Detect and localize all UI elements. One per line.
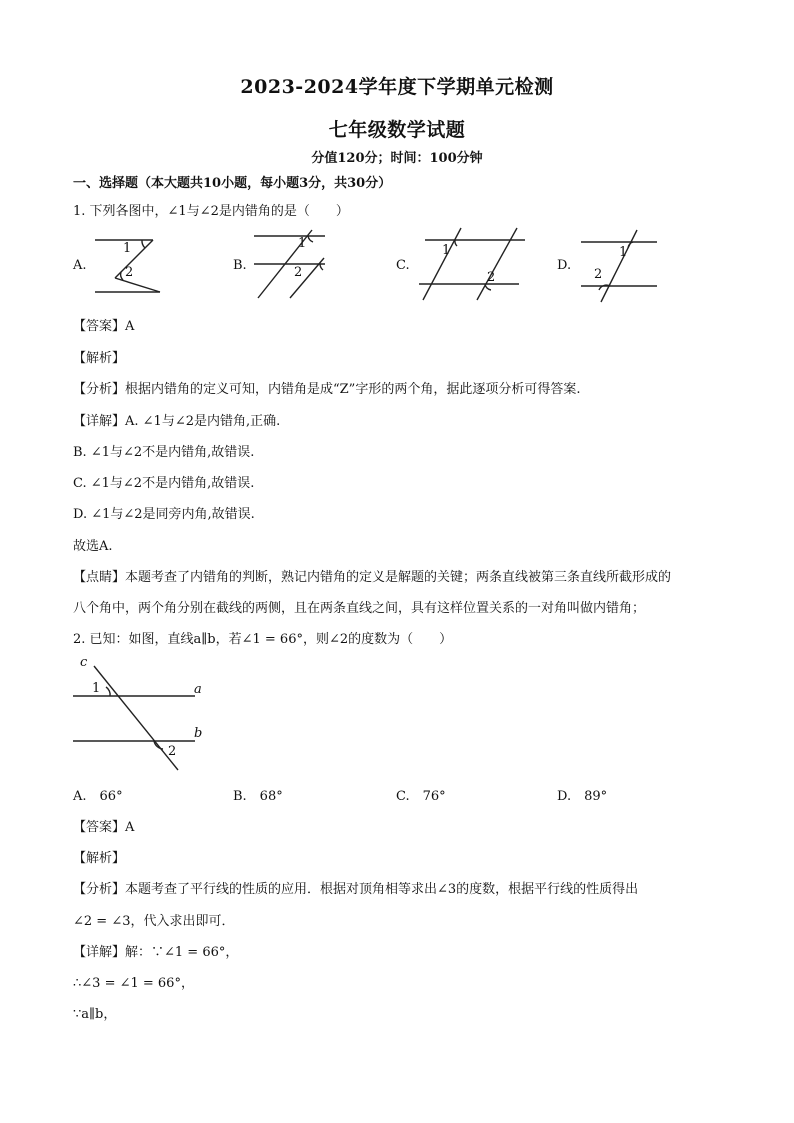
q1-option-c-label: C. [396, 258, 410, 273]
q1-d-angle-1: 1 [619, 245, 628, 260]
q1-option-b-label: B. [233, 258, 247, 273]
q1-b-angle-2: 2 [294, 265, 303, 280]
q2-option-d: D. 89° [557, 789, 608, 804]
q2-analysis-line-2: ∠2 = ∠3，代入求出即可． [73, 914, 235, 929]
q1-figure-d [577, 228, 662, 304]
q1-detail-a: 【详解】A. ∠1与∠2是内错角,正确. [73, 414, 281, 429]
q1-analysis: 【分析】根据内错角的定义可知，内错角是成“Z”字形的两个角，据此逐项分析可得答案. [73, 382, 581, 397]
q2-detail-line-2: ∴∠3 = ∠1 = 66°， [73, 976, 194, 991]
q2-label-b: b [194, 726, 203, 741]
q1-a-angle-2: 2 [125, 265, 134, 280]
q2-detail-line-3: ∵a∥b， [73, 1007, 117, 1022]
section-heading: 一、选择题（本大题共10小题，每小题3分，共30分） [73, 176, 392, 191]
q1-stem: 1. 下列各图中，∠1与∠2是内错角的是（ ） [73, 204, 349, 219]
q1-detail-c: C. ∠1与∠2不是内错角,故错误. [73, 476, 255, 491]
q2-figure [70, 650, 220, 775]
q2-label-c: c [80, 655, 88, 670]
q1-figure-b [250, 228, 335, 300]
q2-analysis-title: 【解析】 [73, 851, 126, 866]
q2-option-b: B. 68° [233, 789, 283, 804]
q1-comment-line-2: 八个角中，两个角分别在截线的两侧，且在两条直线之间，具有这样位置关系的一对角叫做内错角； [73, 601, 646, 616]
q1-detail-d: D. ∠1与∠2是同旁内角,故错误. [73, 507, 255, 522]
q2-angle-2: 2 [168, 744, 177, 759]
q1-detail-b: B. ∠1与∠2不是内错角,故错误. [73, 445, 255, 460]
q2-angle-1: 1 [92, 681, 101, 696]
q1-c-angle-2: 2 [487, 270, 496, 285]
q1-comment-line-1: 【点睛】本题考查了内错角的判断，熟记内错角的定义是解题的关键；两条直线被第三条直线所截形成的 [73, 570, 672, 585]
q1-analysis-title: 【解析】 [73, 351, 126, 366]
q1-answer: 【答案】A [73, 319, 135, 334]
q1-figure-c [415, 226, 530, 304]
q1-option-a-label: A. [73, 258, 87, 273]
exam-title: 2023-2024学年度下学期单元检测 [240, 76, 554, 98]
q1-a-angle-1: 1 [123, 241, 132, 256]
q1-b-angle-1: 1 [298, 236, 307, 251]
q2-detail-line-1: 【详解】解：∵∠1 = 66°， [73, 945, 239, 960]
q2-answer: 【答案】A [73, 820, 135, 835]
q1-conclusion: 故选A. [73, 539, 113, 554]
q2-label-a: a [194, 682, 202, 697]
q2-option-a: A. 66° [73, 789, 123, 804]
q2-stem: 2. 已知：如图，直线a∥b，若∠1 = 66°，则∠2的度数为（ ） [73, 632, 453, 647]
q1-option-d-label: D. [557, 258, 572, 273]
q1-d-angle-2: 2 [594, 267, 603, 282]
q1-c-angle-1: 1 [442, 243, 451, 258]
q1-figure-a [85, 232, 170, 298]
exam-meta: 分值120分；时间：100分钟 [311, 151, 483, 166]
q2-option-c: C. 76° [396, 789, 446, 804]
exam-subtitle: 七年级数学试题 [328, 119, 466, 141]
q2-analysis-line-1: 【分析】本题考查了平行线的性质的应用．根据对顶角相等求出∠3的度数，根据平行线的性质得出 [73, 882, 639, 897]
